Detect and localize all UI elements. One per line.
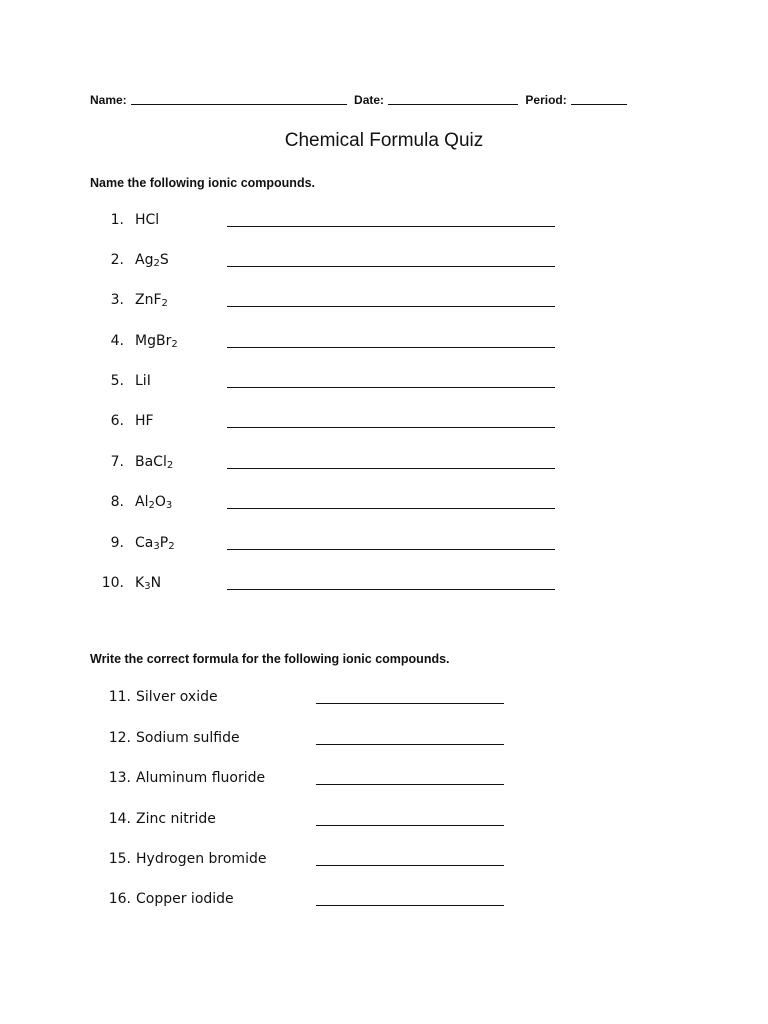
compound-name: Sodium sulfide: [136, 730, 240, 746]
answer-line[interactable]: [227, 549, 555, 550]
answer-line[interactable]: [227, 347, 555, 348]
answer-line[interactable]: [316, 784, 504, 785]
answer-line[interactable]: [316, 744, 504, 745]
compound-name: Aluminum fluoride: [136, 770, 266, 786]
question-number: 11.: [108, 689, 131, 705]
compound-name: Silver oxide: [136, 689, 218, 705]
answer-line[interactable]: [227, 266, 555, 267]
question-number: 12.: [108, 730, 131, 746]
question-number: 1.: [110, 212, 124, 228]
compound-name: Zinc nitride: [136, 811, 216, 827]
question-number: 9.: [110, 535, 124, 551]
section2-instruction: Write the correct formula for the following ionic compounds.: [90, 652, 450, 666]
answer-line[interactable]: [227, 427, 555, 428]
period-blank[interactable]: [571, 94, 627, 105]
formula: ZnF$_2$: [135, 292, 168, 309]
period-label: Period:: [525, 93, 567, 107]
answer-line[interactable]: [227, 589, 555, 590]
answer-line[interactable]: [227, 468, 555, 469]
header-fields: [90, 93, 631, 107]
formula: $Al_2O_3$: [135, 494, 173, 511]
question-number: 15.: [108, 851, 131, 867]
name-label: Name:: [90, 93, 127, 107]
date-blank[interactable]: [388, 94, 518, 105]
formula: $Ag_2S$: [135, 252, 169, 269]
question-number: 10.: [101, 575, 124, 591]
answer-line[interactable]: [316, 703, 504, 704]
question-number: 14.: [108, 811, 131, 827]
compound-name: Copper iodide: [136, 891, 234, 907]
formula: LiI: [135, 373, 151, 389]
question-number: 13.: [108, 770, 131, 786]
formula: HF: [135, 413, 154, 429]
answer-line[interactable]: [227, 226, 555, 227]
formula: $K_3N$: [135, 575, 162, 592]
compound-name: Hydrogen bromide: [136, 851, 267, 867]
answer-line[interactable]: [227, 306, 555, 307]
section1-instruction: Name the following ionic compounds.: [90, 176, 316, 190]
name-blank[interactable]: [131, 94, 347, 105]
formula: MgBr$_2$: [135, 333, 178, 350]
answer-line[interactable]: [227, 508, 555, 509]
question-number: 16.: [108, 891, 131, 907]
page-title: Chemical Formula Quiz: [284, 130, 484, 151]
date-label: Date:: [354, 93, 385, 107]
answer-line[interactable]: [316, 905, 504, 906]
answer-line[interactable]: [316, 865, 504, 866]
question-number: 4.: [110, 333, 124, 349]
question-number: 2.: [110, 252, 124, 268]
formula: BaCl$_2$: [135, 454, 174, 471]
answer-line[interactable]: [227, 387, 555, 388]
question-number: 3.: [110, 292, 124, 308]
question-number: 8.: [110, 494, 124, 510]
formula: HCl: [135, 212, 160, 228]
answer-line[interactable]: [316, 825, 504, 826]
question-number: 7.: [110, 454, 124, 470]
formula: $Ca_3P_2$: [135, 535, 175, 552]
question-number: 6.: [110, 413, 124, 429]
question-number: 5.: [110, 373, 124, 389]
